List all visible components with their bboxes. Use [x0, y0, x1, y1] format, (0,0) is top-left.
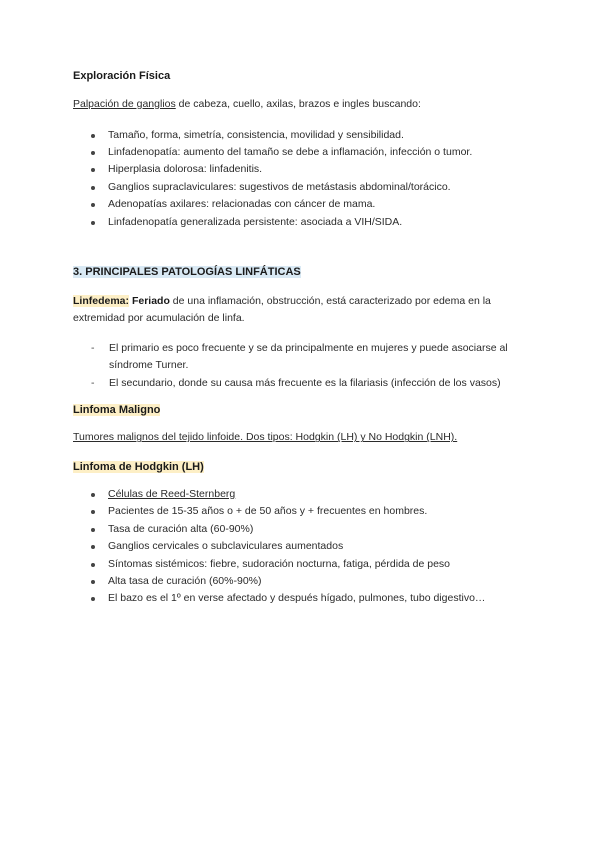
linfedema-list [73, 340, 533, 393]
list-item: Hiperplasia dolorosa: linfadenitis. [73, 161, 533, 178]
list-item: Alta tasa de curación (60%-90%) [73, 573, 533, 590]
list-item: Tamaño, forma, simetría, consistencia, movilidad y sensibilidad. [73, 127, 533, 144]
list-item: Tasa de curación alta (60-90%) [73, 521, 533, 538]
list-item: Pacientes de 15-35 años o + de 50 años y + frecuentes en hombres. [73, 503, 533, 520]
list-item: Ganglios supraclaviculares: sugestivos de metástasis abdominal/torácico. [73, 179, 533, 196]
linfedema-paragraph [73, 293, 533, 328]
list-item: Linfadenopatía: aumento del tamaño se debe a inflamación, infección o tumor. [73, 144, 533, 161]
linfedema-text: de una inflamación, obstrucción, está caracterizado por edema en la extremidad por acumulación de linfa. [73, 294, 491, 325]
hodgkin-title [73, 461, 533, 473]
list-item: - El primario es poco frecuente y se da principalmente en mujeres y puede asociarse al síndrome Turner. [73, 340, 533, 375]
list-item: - El secundario, donde su causa más frecuente es la filariasis (infección de los vasos) [73, 375, 533, 393]
exploracion-list [73, 127, 533, 231]
linfoma-maligno-title-text: Linfoma Maligno [73, 404, 161, 417]
list-item [73, 486, 533, 503]
list-item: Linfadenopatía generalizada persistente: asociada a VIH/SIDA. [73, 214, 533, 231]
document-page [73, 70, 533, 608]
section-title-patologias-text: 3. PRINCIPALES PATOLOGÍAS LINFÁTICAS [73, 265, 301, 278]
intro-paragraph [73, 96, 533, 114]
list-item: Adenopatías axilares: relacionadas con cáncer de mama. [73, 196, 533, 213]
intro-text: de cabeza, cuello, axilas, brazos e ingles buscando: [175, 98, 421, 110]
hodgkin-list [73, 486, 533, 608]
list-item: El bazo es el 1º en verse afectado y después hígado, pulmones, tubo digestivo… [73, 590, 533, 607]
list-item: Síntomas sistémicos: fiebre, sudoración nocturna, fatiga, pérdida de peso [73, 556, 533, 573]
linfedema-bold-word: Feriado [131, 294, 170, 307]
reed-sternberg-text: Células de Reed-Sternberg [108, 487, 236, 500]
intro-underlined-text: Palpación de ganglios [73, 98, 176, 110]
hodgkin-title-text: Linfoma de Hodgkin (LH) [73, 460, 204, 473]
list-item: Ganglios cervicales o subclaviculares aumentados [73, 538, 533, 555]
linfedema-label: Linfedema: [73, 294, 130, 307]
section-title-patologias [73, 266, 533, 278]
section-title-exploracion: Exploración Física [73, 70, 171, 82]
linfoma-maligno-text: Tumores malignos del tejido linfoide. Dos tipos: Hodgkin (LH) y No Hodgkin (LNH). [73, 431, 458, 444]
linfoma-maligno-title [73, 404, 533, 416]
